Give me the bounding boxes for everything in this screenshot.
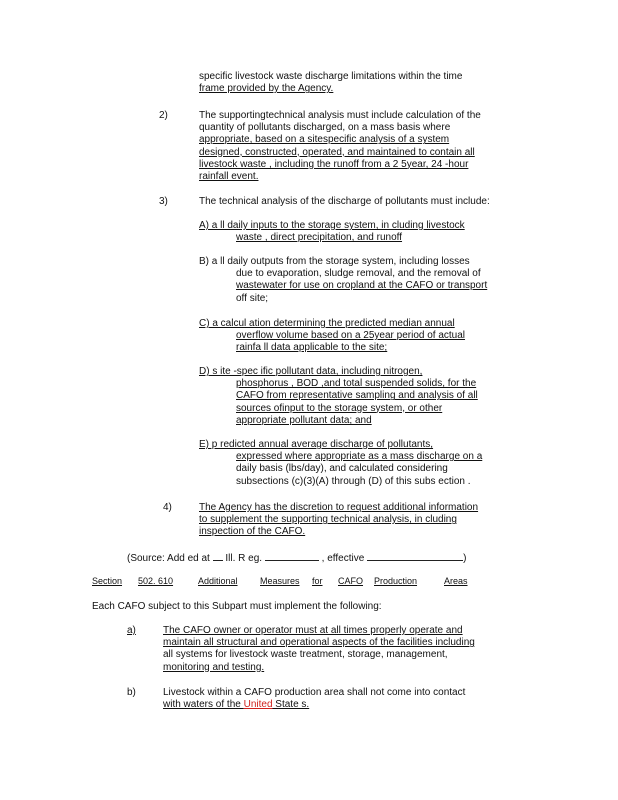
source-line: (Source: Add ed at Ill. R eg. , effective ) (127, 553, 467, 564)
item-letter: b) (127, 687, 136, 698)
subitem-c: C) a calcul ation determining the predicted median annual overflow volume based on a 25year period of actual rainfa ll data applicable to the site; (199, 318, 466, 354)
intro-sentence: Each CAFO subject to this Subpart must implement the following: (92, 601, 382, 612)
item-number: 4) (163, 502, 172, 513)
item-4-text: The Agency has the discretion to request additional information to supplement the supporting technical analysis, in cluding inspection of the CAFO. (199, 502, 479, 538)
item-a-text: The CAFO owner or operator must at all times properly operate and maintain all structural and operational aspects of the facilities including all systems for livestock waste treatment, storage, management, monitoring and testing. (163, 625, 475, 673)
subitem-e: E) p redicted annual average discharge of pollutants, expressed where appropriate as a mass discharge on a daily basis (lbs/day), and calculated considering subsections (c)(3)(A) through (D) of this subs ection . (199, 439, 483, 487)
subitem-b: B) a ll daily outputs from the storage system, including losses due to evaporation, sludge removal, and the removal of wastewater for use on cropland at the CAFO or transport off site; (199, 256, 488, 304)
item-2-text: The supportingtechnical analysis must include calculation of the quantity of pollutants discharged, on a mass basis where appropriate, based on a sitespecific analysis of a system designed, constructed, operated, and maintained to contain all livestock waste , including the runoff from a 2 5year, 24 -hour rainfall event. (199, 110, 481, 183)
continuation-text: specific livestock waste discharge limitations within the time frame provided by the Agency. (199, 71, 463, 95)
item-number: 3) (159, 196, 168, 207)
subitem-a: A) a ll daily inputs to the storage system, in cluding livestock waste , direct precipitation, and runoff (199, 220, 465, 244)
document-page: specific livestock waste discharge limitations within the time frame provided by the Agency. 2) The supportingtechnical analysis must include calculation of the quantity of pollutants discharged, on a mass basis where appropriate, based on a sitespecific analysis of a system designed, constructed, operated, and maintained to contain all livestock waste , including the runoff from a 2 5year, 24 -hour rainfall event. 3) The technical analysis of the discharge of pollutants must include: A) a ll daily inputs to the storage system, in cluding livestock waste , direct precipitation, and runoff B) a ll daily outputs from the storage system, including losses due to evaporation, sludge removal, and the removal of wastewater for use on cropland at the CAFO or transport off site; C) a calcul ation determining the predicted median annual overflow volume based on a 25year period of actual rainfa ll data applicable to the site; D) s ite -spec ific pollutant data, including nitrogen, phosphorus , BOD ,and total suspended solids, for the CAFO from representative sampling and analysis of all sources ofinput to the storage system, or other appropriate pollutant data; and E) p redicted annual average discharge of pollutants, expressed where appropriate as a mass discharge on a daily basis (lbs/day), and calculated considering subsections (c)(3)(A) through (D) of this subs ection . 4) The Agency has the discretion to request additional information to supplement the supporting technical analysis, in cluding inspection of the CAFO. (Source: Add ed at Ill. R eg. , effective ) Section 502. 610 Additional Measures for CAFO Production Areas Each CAFO subject to this Subpart must implement the following: a) The CAFO owner or operator must at all times properly operate and maintain all structural and operational aspects of the facilities including all systems for livestock waste treatment, storage, management, monitoring and testing. b) Livestock within a CAFO production area shall not come into contact with waters of the United State s. (0, 0, 618, 800)
item-number: 2) (159, 110, 168, 121)
item-3-text: The technical analysis of the discharge of pollutants must include: (199, 196, 490, 207)
item-b-text: Livestock within a CAFO production area shall not come into contact with waters of the United State s. (163, 687, 466, 711)
item-letter: a) (127, 625, 136, 636)
subitem-d: D) s ite -spec ific pollutant data, including nitrogen, phosphorus , BOD ,and total suspended solids, for the CAFO from representative sampling and analysis of all sources ofinput to the storage system, or other appropriate pollutant data; and (199, 366, 478, 426)
